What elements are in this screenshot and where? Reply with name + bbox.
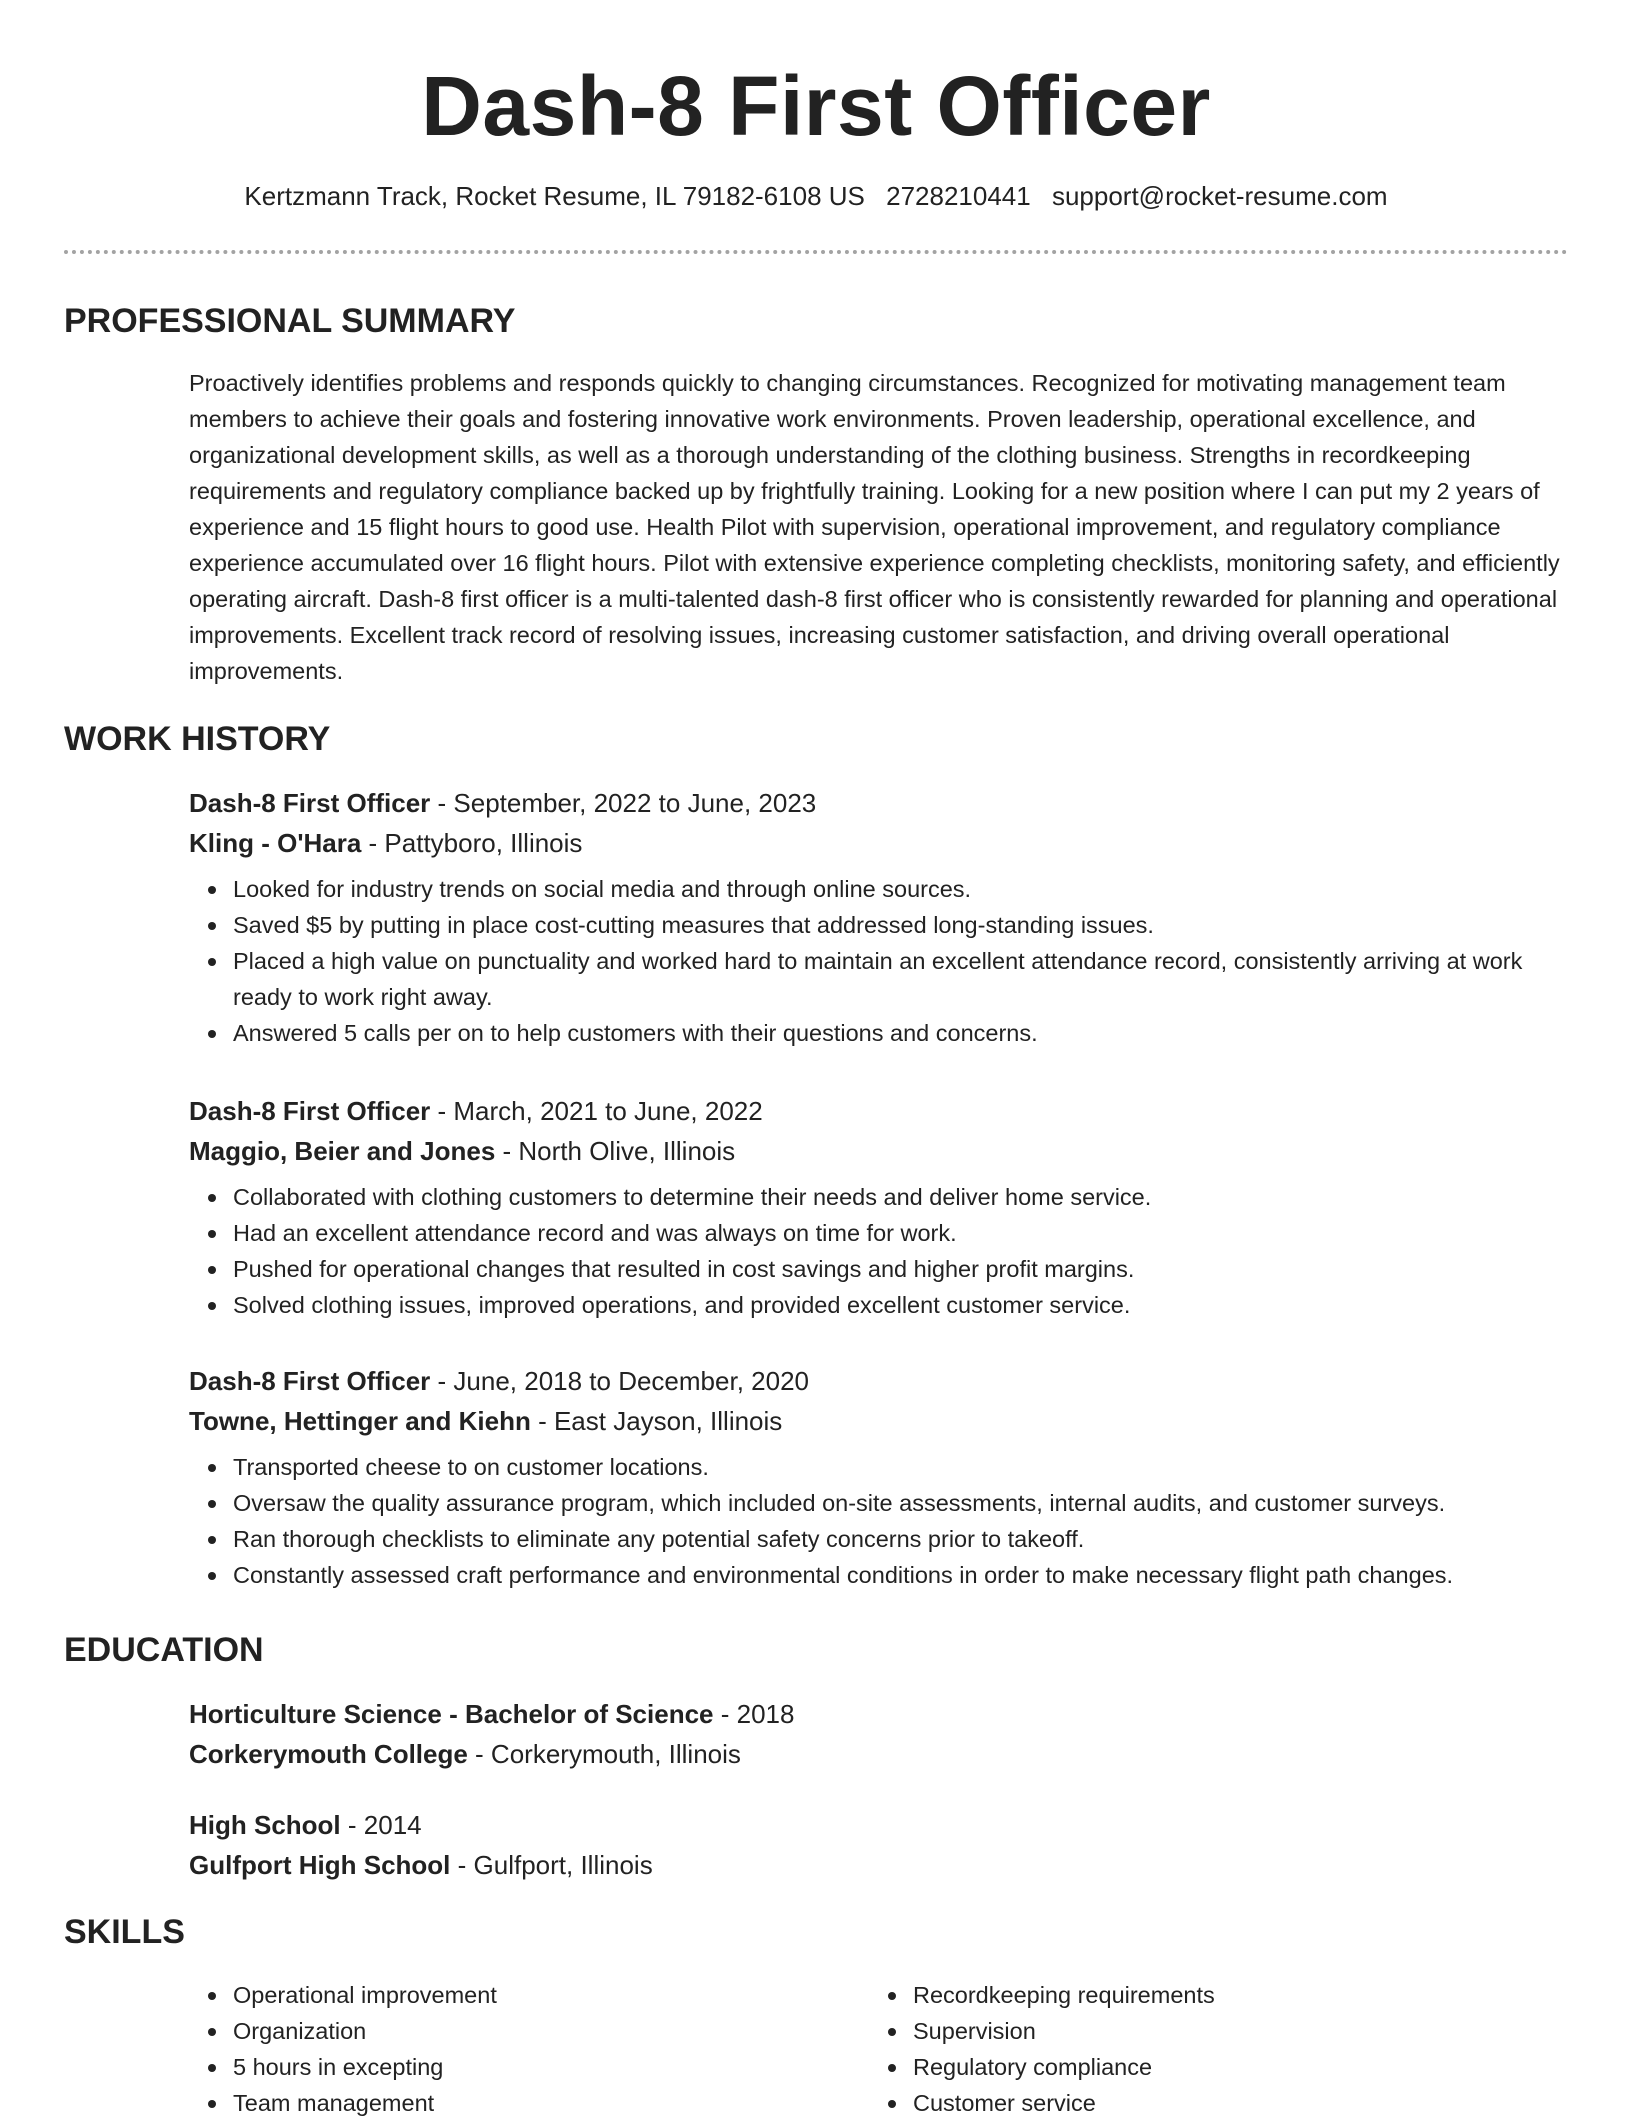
education-school-line (189, 1845, 1569, 1885)
job-bullets (189, 1179, 1569, 1323)
summary-text: Proactively identifies problems and responds quickly to changing circumstances. Recognized for motivating management team members to achieve their goals and fostering innovative work environments. Proven leadership, operational excellence, and organizational development skills, as well as a thorough understanding of the clothing business. Strengths in recordkeeping requirements and regulatory compliance backed up by frightfully training. Looking for a new position where I can put my 2 years of experience and 15 flight hours to good use. Health Pilot with supervision, operational improvement, and regulatory compliance experience accumulated over 16 flight hours. Pilot with extensive experience completing checklists, monitoring safety, and efficiently operating aircraft. Dash-8 first officer is a multi-talented dash-8 first officer who is consistently rewarded for planning and operational improvements. Excellent track record of resolving issues, increasing customer satisfaction, and driving overall operational improvements. (189, 370, 1560, 684)
education-degree: Horticulture Science - Bachelor of Science (189, 1699, 714, 1729)
job-bullet: Solved clothing issues, improved operations, and provided excellent customer service. (233, 1287, 1569, 1323)
job-company: Maggio, Beier and Jones (189, 1136, 496, 1166)
education-year: - 2018 (713, 1699, 795, 1729)
job-bullet: Collaborated with clothing customers to determine their needs and deliver home service. (233, 1179, 1569, 1215)
job-bullet: Had an excellent attendance record and was always on time for work. (233, 1215, 1569, 1251)
job-company-line (189, 1131, 1569, 1171)
job-bullet: Looked for industry trends on social media and through online sources. (233, 871, 1569, 907)
job-location: - East Jayson, Illinois (530, 1406, 783, 1436)
education-school-line (189, 1734, 1569, 1774)
job-entry (189, 1091, 1569, 1323)
header-divider (64, 250, 1568, 254)
job-bullet: Pushed for operational changes that resulted in cost savings and higher profit margins. (233, 1251, 1569, 1287)
skill-item: Operational improvement (233, 1977, 869, 2013)
contact-phone: 2728210441 (886, 181, 1031, 211)
job-company: Towne, Hettinger and Kiehn (189, 1406, 531, 1436)
job-bullet: Placed a high value on punctuality and worked hard to maintain an excellent attendance record, consistently arriving at work ready to work right away. (233, 943, 1569, 1015)
job-title: Dash-8 First Officer (189, 1096, 431, 1126)
education-year: - 2014 (340, 1810, 422, 1840)
skill-item: Organization (233, 2013, 869, 2049)
education-degree: High School (189, 1810, 341, 1840)
resume-name: Dash-8 First Officer (421, 59, 1211, 153)
job-dates: - March, 2021 to June, 2022 (430, 1096, 763, 1126)
summary-block (189, 365, 1569, 689)
education-degree-line (189, 1694, 1569, 1734)
education-location: - Corkerymouth, Illinois (467, 1739, 741, 1769)
skills-list-right (869, 1977, 1549, 2121)
section-title-education: EDUCATION (64, 1631, 264, 1669)
contact-email: support@rocket-resume.com (1051, 181, 1388, 211)
job-dates: - June, 2018 to December, 2020 (430, 1366, 809, 1396)
job-bullet: Oversaw the quality assurance program, which included on-site assessments, internal audits, and customer surveys. (233, 1485, 1569, 1521)
skill-item: Regulatory compliance (913, 2049, 1549, 2085)
section-title-skills: SKILLS (64, 1913, 185, 1951)
education-school: Corkerymouth College (189, 1739, 468, 1769)
job-bullets (189, 1449, 1569, 1593)
skill-item: Recordkeeping requirements (913, 1977, 1549, 2013)
job-location: - North Olive, Illinois (495, 1136, 736, 1166)
skills-block (189, 1977, 1569, 2121)
skills-column-left (189, 1977, 869, 2121)
job-entry (189, 1361, 1569, 1593)
job-title: Dash-8 First Officer (189, 788, 431, 818)
section-title-summary: PROFESSIONAL SUMMARY (64, 302, 516, 340)
skills-column-right (869, 1977, 1549, 2121)
job-title-line (189, 1361, 1569, 1401)
skills-columns (189, 1977, 1569, 2121)
job-bullet: Answered 5 calls per on to help customers with their questions and concerns. (233, 1015, 1569, 1051)
education-school: Gulfport High School (189, 1850, 451, 1880)
job-location: - Pattyboro, Illinois (361, 828, 583, 858)
skills-list-left (189, 1977, 869, 2121)
job-company-line (189, 823, 1569, 863)
job-entry (189, 783, 1569, 1051)
education-degree-line (189, 1805, 1569, 1845)
job-company: Kling - O'Hara (189, 828, 362, 858)
resume-page (64, 0, 1568, 2116)
education-entry (189, 1694, 1569, 1774)
skill-item: Team management (233, 2085, 869, 2121)
job-bullets (189, 871, 1569, 1051)
section-title-work-history: WORK HISTORY (64, 720, 331, 758)
contact-line (64, 176, 1568, 216)
job-bullet: Transported cheese to on customer locations. (233, 1449, 1569, 1485)
job-bullet: Saved $5 by putting in place cost-cutting measures that addressed long-standing issues. (233, 907, 1569, 943)
skill-item: Customer service (913, 2085, 1549, 2121)
job-dates: - September, 2022 to June, 2023 (430, 788, 817, 818)
job-bullet: Ran thorough checklists to eliminate any potential safety concerns prior to takeoff. (233, 1521, 1569, 1557)
skill-item: 5 hours in excepting (233, 2049, 869, 2085)
education-entry (189, 1805, 1569, 1885)
job-title-line (189, 1091, 1569, 1131)
job-title: Dash-8 First Officer (189, 1366, 431, 1396)
job-title-line (189, 783, 1569, 823)
contact-address: Kertzmann Track, Rocket Resume, IL 79182-6108 US (244, 181, 865, 211)
job-bullet: Constantly assessed craft performance and environmental conditions in order to make necessary flight path changes. (233, 1557, 1569, 1593)
skill-item: Supervision (913, 2013, 1549, 2049)
education-location: - Gulfport, Illinois (450, 1850, 653, 1880)
job-company-line (189, 1401, 1569, 1441)
